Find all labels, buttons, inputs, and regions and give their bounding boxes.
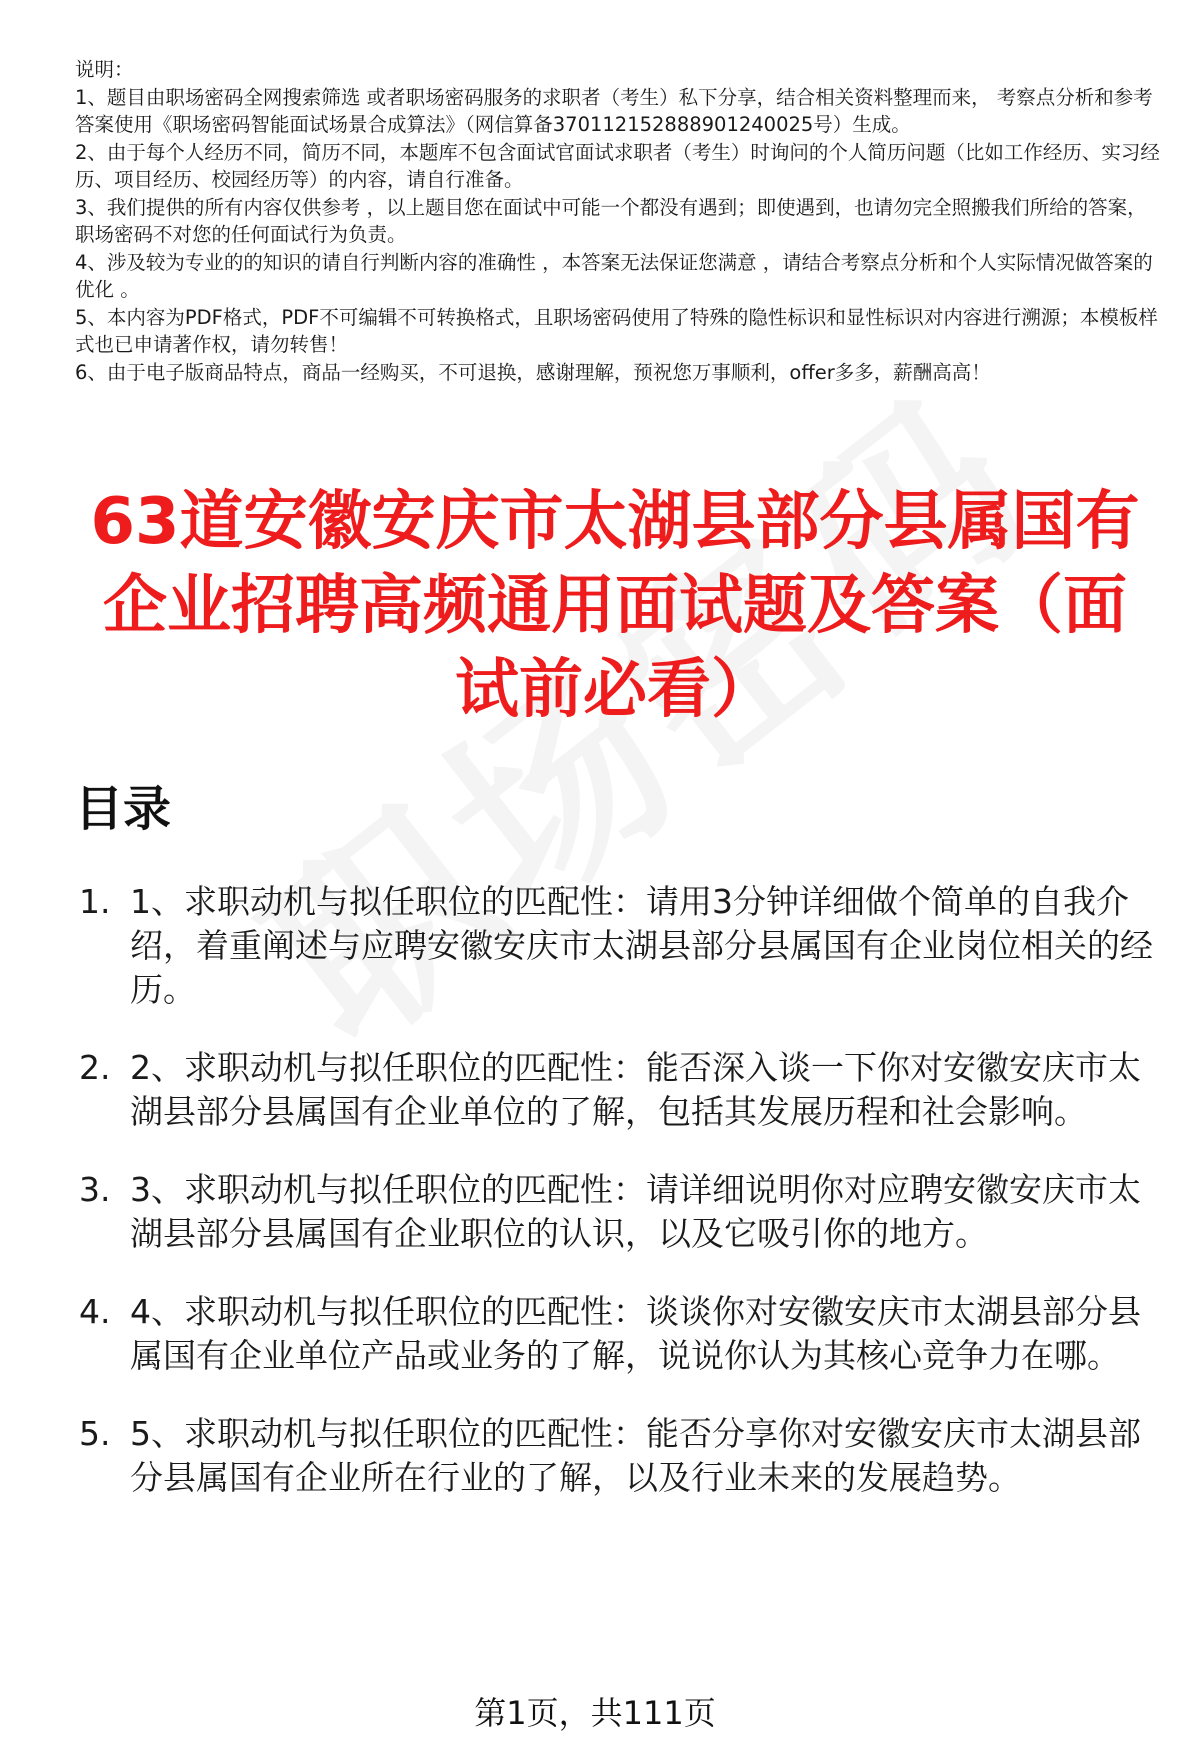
- toc-item[interactable]: [75, 1412, 1165, 1500]
- toc-item[interactable]: [75, 1046, 1165, 1134]
- toc-item-text: 1、求职动机与拟任职位的匹配性：请用3分钟详细做个简单的自我介绍，着重阐述与应聘安徽安庆市太湖县部分县属国有企业岗位相关的经历。: [130, 882, 1153, 1009]
- page-footer: 第1页，共111页: [474, 1694, 716, 1732]
- notes-item: 6、由于电子版商品特点，商品一经购买，不可退换，感谢理解，预祝您万事顺利，offer多多，薪酬高高！: [75, 360, 991, 384]
- notes-item: 2、由于每个人经历不同，简历不同，本题库不包含面试官面试求职者（考生）时询问的个人简历问题（比如工作经历、实习经历、项目经历、校园经历等）的内容，请自行准备。: [75, 140, 1160, 191]
- disclaimer-notes: [75, 56, 1160, 386]
- notes-item: 3、我们提供的所有内容仅供参考 ，以上题目您在面试中可能一个都没有遇到；即使遇到，也请勿完全照搬我们所给的答案，职场密码不对您的任何面试行为负责。: [75, 195, 1147, 246]
- toc-item-text: 4、求职动机与拟任职位的匹配性：谈谈你对安徽安庆市太湖县部分县属国有企业单位产品或业务的了解，说说你认为其核心竞争力在哪。: [130, 1292, 1141, 1375]
- toc-item[interactable]: [75, 1168, 1165, 1256]
- table-of-contents: [75, 880, 1165, 1534]
- toc-item[interactable]: [75, 1290, 1165, 1378]
- notes-item: 5、本内容为PDF格式，PDF不可编辑不可转换格式，且职场密码使用了特殊的隐性标识和显性标识对内容进行溯源；本模板样式也已申请著作权，请勿转售！: [75, 305, 1158, 356]
- toc-item-number: 3.: [79, 1170, 111, 1209]
- notes-item: 1、题目由职场密码全网搜索筛选 或者职场密码服务的求职者（考生）私下分享，结合相关资料整理而来， 考察点分析和参考答案使用《职场密码智能面试场景合成算法》（网信算备370112152888901240025号）生成。: [75, 85, 1153, 136]
- toc-item-number: 2.: [79, 1048, 111, 1087]
- toc-item-number: 1.: [79, 882, 111, 921]
- notes-heading: 说明：: [75, 58, 134, 81]
- document-title: 63道安徽安庆市太湖县部分县属国有企业招聘高频通用面试题及答案（面试前必看）: [90, 485, 1140, 727]
- toc-item[interactable]: [75, 880, 1165, 1012]
- toc-item-number: 5.: [79, 1414, 111, 1453]
- toc-item-number: 4.: [79, 1292, 111, 1331]
- toc-item-text: 2、求职动机与拟任职位的匹配性：能否深入谈一下你对安徽安庆市太湖县部分县属国有企业单位的了解，包括其发展历程和社会影响。: [130, 1048, 1141, 1131]
- notes-item: 4、涉及较为专业的的知识的请自行判断内容的准确性 ，本答案无法保证您满意 ，请结合考察点分析和个人实际情况做答案的优化 。: [75, 250, 1153, 301]
- toc-item-text: 3、求职动机与拟任职位的匹配性：请详细说明你对应聘安徽安庆市太湖县部分县属国有企业职位的认识，以及它吸引你的地方。: [130, 1170, 1141, 1253]
- toc-heading: 目录: [75, 781, 172, 837]
- toc-item-text: 5、求职动机与拟任职位的匹配性：能否分享你对安徽安庆市太湖县部分县属国有企业所在行业的了解，以及行业未来的发展趋势。: [130, 1414, 1141, 1497]
